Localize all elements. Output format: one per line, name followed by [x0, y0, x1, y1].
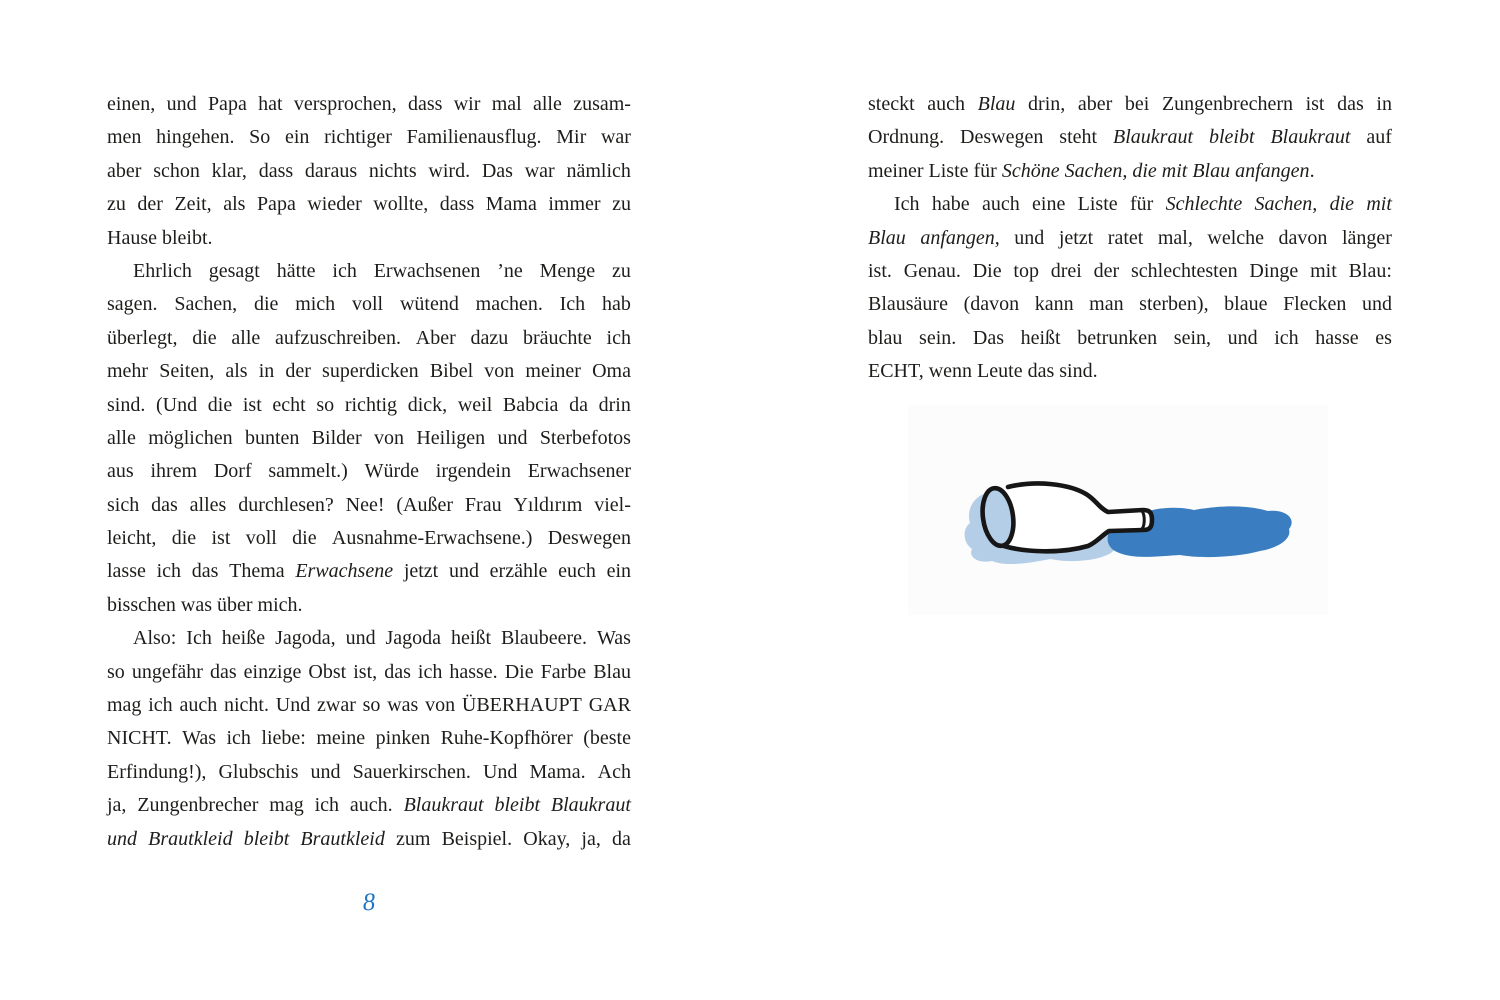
- text-line: ja, Zungenbrecher mag ich auch. Blaukraut bleibt Blaukraut: [107, 794, 631, 817]
- text-line: steckt auch Blau drin, aber bei Zungenbrechern ist das in: [868, 93, 1392, 115]
- right-page-text: [868, 88, 1392, 389]
- text-line: Blau anfangen, und jetzt ratet mal, welche davon länger: [868, 226, 1392, 249]
- text-line: einen, und Papa hat versprochen, dass wir mal alle zusam-: [107, 93, 631, 115]
- text-line: lasse ich das Thema Erwachsene jetzt und erzähle euch ein: [107, 560, 631, 583]
- text-line: ist. Genau. Die top drei der schlechtesten Dinge mit Blau:: [868, 259, 1392, 282]
- text-line: Ich habe auch eine Liste für Schlechte Sachen, die mit: [894, 193, 1392, 216]
- text-line: mehr Seiten, als in der superdicken Bibel von meiner Oma: [107, 360, 631, 383]
- page-number: 8: [362, 888, 376, 917]
- text-line: meiner Liste für Schöne Sachen, die mit Blau anfangen.: [868, 159, 1315, 182]
- text-line: und Brautkleid bleibt Brautkleid zum Beispiel. Okay, ja, da: [107, 827, 631, 850]
- text-line: Erfindung!), Glubschis und Sauerkirschen. Und Mama. Ach: [107, 760, 631, 783]
- text-line: mag ich auch nicht. Und zwar so was von ÜBERHAUPT GAR: [107, 694, 631, 717]
- text-line: alle möglichen bunten Bilder von Heiligen und Sterbefotos: [107, 426, 631, 449]
- text-line: Ordnung. Deswegen steht Blaukraut bleibt Blaukraut auf: [868, 126, 1392, 149]
- right-page: [868, 0, 1392, 1000]
- text-line: ECHT, wenn Leute das sind.: [868, 360, 1098, 383]
- text-line: zu der Zeit, als Papa wieder wollte, dass Mama immer zu: [107, 193, 631, 216]
- left-page: [107, 0, 631, 1000]
- left-page-text: [107, 88, 631, 856]
- text-line: aber schon klar, dass daraus nichts wird. Das war nämlich: [107, 159, 631, 182]
- text-line: Blausäure (davon kann man sterben), blaue Flecken und: [868, 293, 1392, 316]
- text-line: sagen. Sachen, die mich voll wütend machen. Ich hab: [107, 293, 631, 316]
- spilled-bottle-svg: [908, 405, 1328, 615]
- text-line: blau sein. Das heißt betrunken sein, und ich hasse es: [868, 326, 1392, 349]
- text-line: Also: Ich heiße Jagoda, und Jagoda heißt Blaubeere. Was: [133, 627, 631, 650]
- text-line: Ehrlich gesagt hätte ich Erwachsenen ’ne Menge zu: [133, 259, 631, 282]
- text-line: leicht, die ist voll die Ausnahme-Erwachsene.) Deswegen: [107, 527, 631, 550]
- text-line: bisschen was über mich.: [107, 593, 303, 616]
- text-line: men hingehen. So ein richtiger Familienausflug. Mir war: [107, 126, 631, 149]
- text-line: sind. (Und die ist echt so richtig dick, weil Babcia da drin: [107, 393, 631, 416]
- text-line: NICHT. Was ich liebe: meine pinken Ruhe-Kopfhörer (beste: [107, 727, 631, 750]
- text-line: so ungefähr das einzige Obst ist, das ich hasse. Die Farbe Blau: [107, 660, 631, 683]
- text-line: überlegt, die alle aufzuschreiben. Aber dazu bräuchte ich: [107, 326, 631, 349]
- spilled-bottle-illustration: [908, 405, 1328, 615]
- text-line: Hause bleibt.: [107, 226, 213, 249]
- text-line: sich das alles durchlesen? Nee! (Außer Frau Yıldırım viel-: [107, 493, 631, 516]
- text-line: aus ihrem Dorf sammelt.) Würde irgendein Erwachsener: [107, 460, 631, 483]
